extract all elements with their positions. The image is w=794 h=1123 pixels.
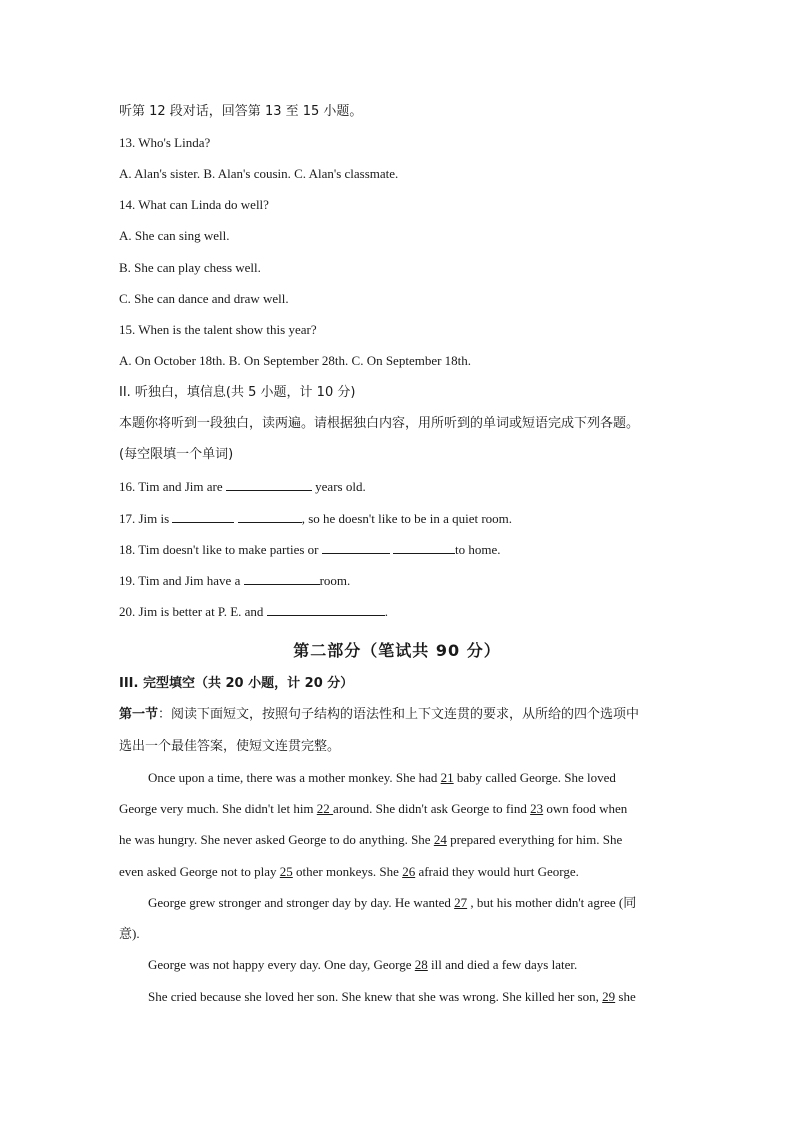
question-15-options: A. On October 18th. B. On September 28th. C. On September 18th. [119,353,472,368]
question-15: 15. When is the talent show this year? [119,322,317,337]
passage-text: prepared everything for him. She [446,832,623,847]
passage-text: other monkeys. She [292,864,403,879]
blank-24[interactable]: 24 [433,832,447,847]
q17-text-a: 17. Jim is [119,511,170,526]
passage-text: She cried because she loved her son. She knew that she was wrong. She killed her son, [148,989,603,1004]
question-14: 14. What can Linda do well? [119,197,269,212]
q19-text-b: room. [319,573,351,588]
passage-line [148,957,675,973]
blank-25[interactable]: 25 [279,864,293,879]
blank-26[interactable]: 26 [402,864,416,879]
question-14-option-c: C. She can dance and draw well. [119,291,289,306]
q16-text-b: years old. [315,479,366,494]
q20-blank[interactable] [267,603,385,616]
section2-heading: II. 听独白，填信息(共 5 小题，计 10 分) [119,385,356,400]
q19-text-a: 19. Tim and Jim have a [119,573,241,588]
passage-line: 意). [119,926,140,941]
fill-question-16 [119,478,679,495]
passage-text: around. She didn't ask George to find [333,801,531,816]
passage-text: George grew stronger and stronger day by day. He wanted [148,895,455,910]
q16-text-a: 16. Tim and Jim are [119,479,223,494]
blank-21[interactable]: 21 [440,770,454,785]
passage-text: afraid they would hurt George. [415,864,579,879]
passage-line [119,832,675,848]
passage-line [148,770,675,786]
passage-line [148,989,675,1005]
passage-line [119,801,675,817]
section1-label: 第一节 [119,707,159,722]
fill-question-18 [119,541,679,558]
passage-text: Once upon a time, there was a mother monkey. She had [148,770,441,785]
question-13-options: A. Alan's sister. B. Alan's cousin. C. Alan's classmate. [119,166,399,181]
q16-blank[interactable] [226,478,312,491]
blank-28[interactable]: 28 [414,957,428,972]
section1-instruction-a: ：阅读下面短文，按照句子结构的语法性和上下文连贯的要求，从所给的四个选项中 [158,707,640,722]
section2-note: (每空限填一个单词) [119,447,234,462]
passage-text: own food when [543,801,628,816]
passage-text: he was hungry. She never asked George to do anything. She [119,832,434,847]
passage-line [148,895,675,911]
blank-22[interactable]: 22 [316,801,334,816]
passage-text: ill and died a few days later. [427,957,578,972]
blank-23[interactable]: 23 [530,801,544,816]
passage-text: George was not happy every day. One day, George [148,957,415,972]
blank-27[interactable]: 27 [454,895,468,910]
q18-blank-1[interactable] [322,541,390,554]
q20-text-a: 20. Jim is better at P. E. and [119,604,264,619]
q17-blank-2[interactable] [238,510,302,523]
dialogue-instruction: 听第 12 段对话，回答第 13 至 15 小题。 [119,104,363,119]
fill-question-20 [119,603,679,620]
question-13: 13. Who's Linda? [119,135,211,150]
fill-question-19 [119,572,679,589]
passage-text: , but his mother didn't agree (同 [467,895,637,910]
q18-text-b: to home. [455,542,501,557]
section2-instruction: 本题你将听到一段独白，读两遍。请根据独白内容，用所听到的单词或短语完成下列各题。 [119,416,640,431]
section1-instruction-line1 [119,707,679,723]
question-14-option-a: A. She can sing well. [119,228,230,243]
fill-question-17 [119,510,679,527]
section3-heading: III. 完型填空（共 20 小题，计 20 分） [119,676,354,691]
q20-text-b: . [384,604,388,619]
part-two-title: 第二部分（笔试共 90 分） [293,641,501,660]
q17-blank-1[interactable] [172,510,234,523]
q17-text-b: , so he doesn't like to be in a quiet room. [301,511,513,526]
passage-line [119,864,675,880]
passage-text: baby called George. She loved [453,770,616,785]
q19-blank[interactable] [244,572,320,585]
passage-text: she [615,989,636,1004]
section1-instruction-b: 选出一个最佳答案，使短文连贯完整。 [119,739,341,754]
q18-text-a: 18. Tim doesn't like to make parties or [119,542,319,557]
passage-text: even asked George not to play [119,864,280,879]
passage-text: George very much. She didn't let him [119,801,317,816]
blank-29[interactable]: 29 [602,989,616,1004]
question-14-option-b: B. She can play chess well. [119,260,261,275]
q18-blank-2[interactable] [393,541,455,554]
